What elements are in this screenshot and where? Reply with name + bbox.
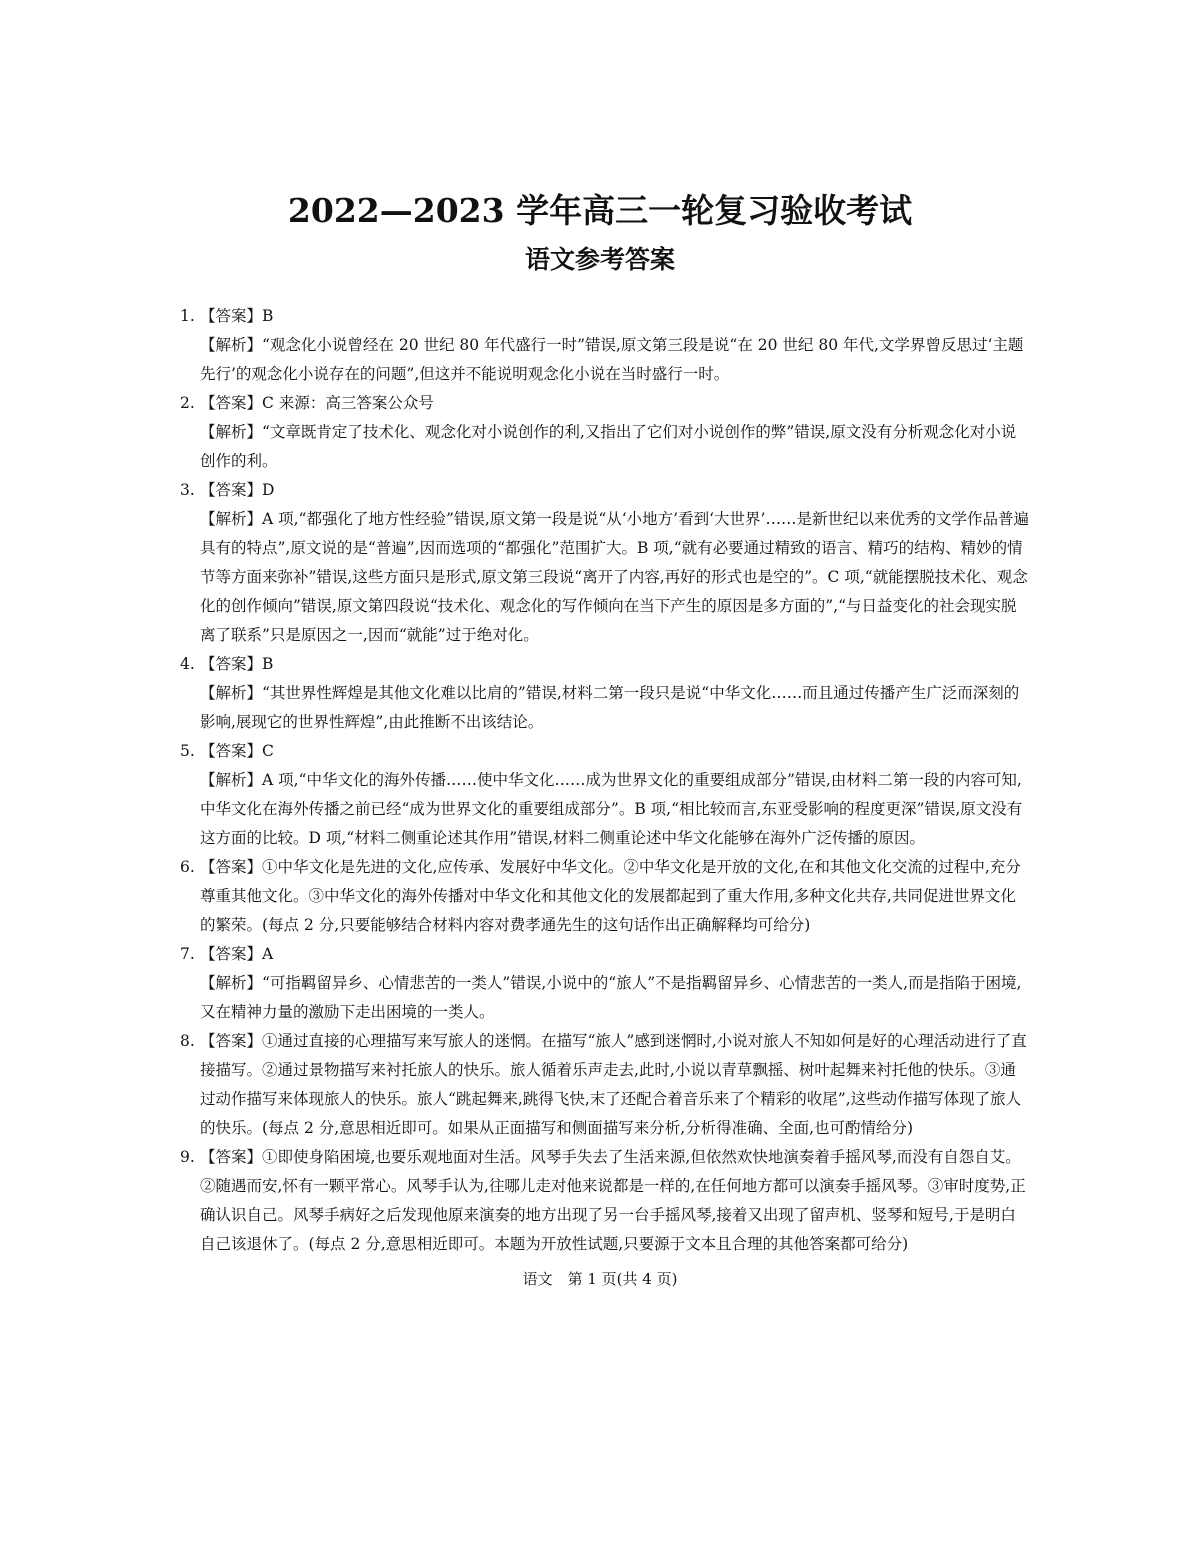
answer-line <box>180 1143 1030 1259</box>
answer-text: 【答案】①即使身陷困境,也要乐观地面对生活。风琴手失去了生活来源,但依然欢快地演奏着手摇风琴,而没有自怨自艾。②随遇而安,怀有一颗平常心。风琴手认为,往哪儿走对他来说都是一样的,在任何地方都可以演奏手摇风琴。③审时度势,正确认识自己。风琴手病好之后发现他原来演奏的地方出现了另一台手摇风琴,接着又出现了留声机、竖琴和短号,于是明白自己该退休了。(每点 2 分,意思相近即可。本题为开放性试题,只要源于文本且合理的其他答案都可给分) <box>200 1148 1026 1253</box>
analysis-text: 【解析】A 项,“中华文化的海外传播……使中华文化……成为世界文化的重要组成部分”错误,由材料二第一段的内容可知,中华文化在海外传播之前已经“成为世界文化的重要组成部分”。B 项,“相比较而言,东亚受影响的程度更深”错误,原文没有这方面的比较。D 项,“材料二侧重论述其作用”错误,材料二侧重论述中华文化能够在海外广泛传播的原因。 <box>200 771 1023 847</box>
analysis-text: 【解析】“文章既肯定了技术化、观念化对小说创作的利,又指出了它们对小说创作的弊”错误,原文没有分析观念化对小说创作的利。 <box>200 423 1017 470</box>
answer-line <box>180 853 1030 940</box>
document-title: 2022—2023 学年高三一轮复习验收考试 <box>287 191 913 230</box>
answer-text-wrap <box>200 737 1030 766</box>
answer-line <box>180 650 1030 679</box>
question-number: 1. <box>180 307 195 325</box>
answer-text-wrap <box>200 650 1030 679</box>
question-number: 8. <box>180 1032 195 1050</box>
analysis-text: 【解析】“观念化小说曾经在 20 世纪 80 年代盛行一时”错误,原文第三段是说“在 20 世纪 80 年代,文学界曾反思过‘主题先行’的观念化小说存在的问题”,但这并不能说明观念化小说在当时盛行一时。 <box>200 336 1024 383</box>
page-footer: 语文 第 1 页(共 4 页) <box>522 1270 678 1288</box>
answer-line <box>180 302 1030 331</box>
analysis-text: 【解析】A 项,“都强化了地方性经验”错误,原文第一段是说“从‘小地方’看到‘大世界’……是新世纪以来优秀的文学作品普遍具有的特点”,原文说的是“普遍”,因而选项的“都强化”范围扩大。B 项,“就有必要通过精致的语言、精巧的结构、精妙的情节等方面来弥补”错误,这些方面只是形式,原文第三段说“离开了内容,再好的形式也是空的”。C 项,“就能摆脱技术化、观念化的创作倾向”错误,原文第四段说“技术化、观念化的写作倾向在当下产生的原因是多方面的”,“与日益变化的社会现实脱离了联系”只是原因之一,因而“就能”过于绝对化。 <box>200 510 1029 644</box>
source-note: 来源：高三答案公众号 <box>278 394 434 412</box>
analysis-text: 【解析】“其世界性辉煌是其他文化难以比肩的”错误,材料二第一段只是说“中华文化……而且通过传播产生广泛而深刻的影响,展现它的世界性辉煌”,由此推断不出该结论。 <box>200 684 1020 731</box>
answer-item <box>180 302 1030 389</box>
answer-text-wrap <box>200 1027 1030 1143</box>
question-number: 7. <box>180 945 195 963</box>
answer-item <box>180 853 1030 940</box>
answer-text: 【答案】①通过直接的心理描写来写旅人的迷惘。在描写“旅人”感到迷惘时,小说对旅人不知如何是好的心理活动进行了直接描写。②通过景物描写来衬托旅人的快乐。旅人循着乐声走去,此时,小说以青草飘摇、树叶起舞来衬托他的快乐。③通过动作描写来体现旅人的快乐。旅人“跳起舞来,跳得飞快,末了还配合着音乐来了个精彩的收尾”,这些动作描写体现了旅人的快乐。(每点 2 分,意思相近即可。如果从正面描写和侧面描写来分析,分析得准确、全面,也可酌情给分) <box>200 1032 1027 1137</box>
answer-text: 【答案】B <box>200 655 274 673</box>
question-number: 9. <box>180 1148 195 1166</box>
question-number: 3. <box>180 481 195 499</box>
answer-item <box>180 389 1030 476</box>
answer-text-wrap <box>200 389 1030 418</box>
answer-item <box>180 476 1030 650</box>
answer-text-wrap <box>200 302 1030 331</box>
answer-text: 【答案】D <box>200 481 275 499</box>
question-number: 5. <box>180 742 195 760</box>
answer-item <box>180 737 1030 853</box>
answer-text: 【答案】①中华文化是先进的文化,应传承、发展好中华文化。②中华文化是开放的文化,在和其他文化交流的过程中,充分尊重其他文化。③中华文化的海外传播对中华文化和其他文化的发展都起到了重大作用,多种文化共存,共同促进世界文化的繁荣。(每点 2 分,只要能够结合材料内容对费孝通先生的这句话作出正确解释均可给分) <box>200 858 1021 934</box>
answer-text-wrap <box>200 1143 1030 1259</box>
answer-text-wrap <box>200 853 1030 940</box>
answer-line <box>180 1027 1030 1143</box>
answer-line <box>180 737 1030 766</box>
answer-list <box>180 302 1030 1259</box>
answer-item <box>180 940 1030 1027</box>
question-number: 2. <box>180 394 195 412</box>
answer-text-wrap <box>200 476 1030 505</box>
answer-text: 【答案】C <box>200 742 274 760</box>
answer-text: 【答案】C <box>200 394 274 412</box>
answer-line <box>180 940 1030 969</box>
analysis-text: 【解析】“可指羁留异乡、心情悲苦的一类人”错误,小说中的“旅人”不是指羁留异乡、心情悲苦的一类人,而是指陷于困境,又在精神力量的激励下走出困境的一类人。 <box>200 974 1022 1021</box>
answer-text: 【答案】A <box>200 945 274 963</box>
answer-line <box>180 389 1030 418</box>
answer-item <box>180 1143 1030 1259</box>
document-subtitle: 语文参考答案 <box>524 245 675 274</box>
answer-text-wrap <box>200 940 1030 969</box>
answer-text: 【答案】B <box>200 307 274 325</box>
answer-item <box>180 1027 1030 1143</box>
answer-line <box>180 476 1030 505</box>
question-number: 4. <box>180 655 195 673</box>
question-number: 6. <box>180 858 195 876</box>
answer-item <box>180 650 1030 737</box>
